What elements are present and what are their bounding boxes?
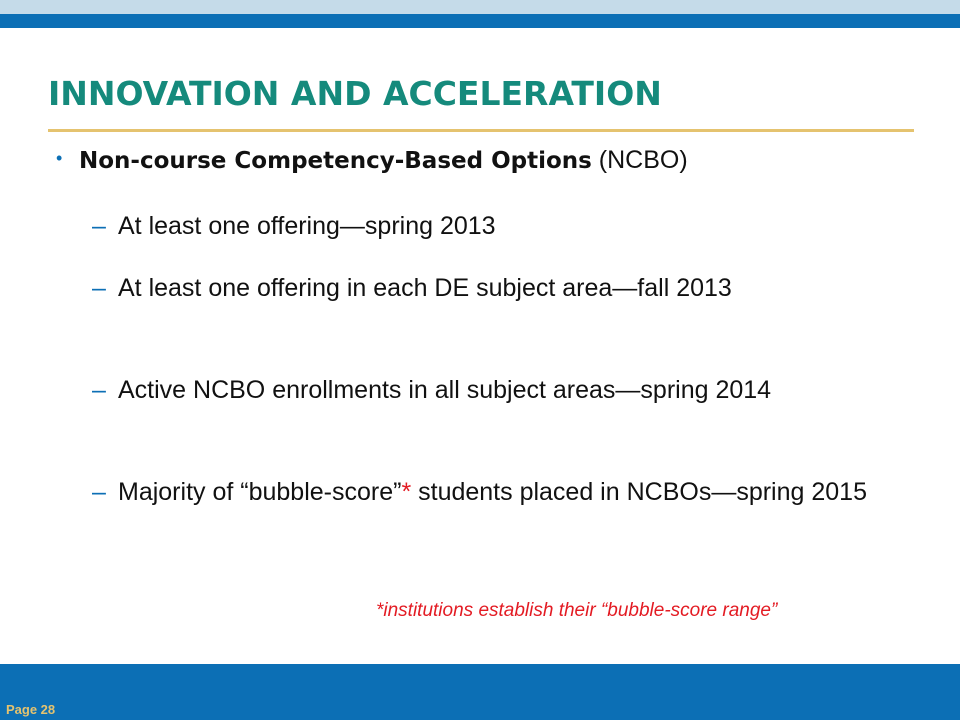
main-bullet-normal: (NCBO) — [591, 146, 688, 174]
sub-bullet-text — [118, 475, 878, 510]
bottom-band — [0, 664, 960, 720]
sub-bullet-text: At least one offering—spring 2013 — [118, 212, 496, 240]
top-band-light — [0, 0, 960, 14]
main-bullet-bold: Non-course Competency-Based Options — [79, 148, 592, 174]
top-band-dark — [0, 14, 960, 28]
dash-icon: – — [92, 376, 106, 404]
bullet-dot-icon: • — [56, 148, 63, 168]
title-divider — [48, 129, 914, 132]
dash-icon: – — [92, 212, 106, 240]
page-number: Page 28 — [6, 702, 56, 717]
sub-bullet-before-star: Majority of “bubble-score” — [118, 478, 402, 506]
sub-bullet-after-star: students placed in NCBOs—spring 2015 — [411, 478, 867, 506]
sub-bullet-text: At least one offering in each DE subject area—fall 2013 — [118, 274, 732, 302]
dash-icon: – — [92, 274, 106, 302]
main-bullet — [79, 146, 688, 175]
footnote-star: * — [401, 478, 412, 506]
slide-title: INNOVATION AND ACCELERATION — [48, 74, 662, 113]
footnote: *institutions establish their “bubble-score range” — [376, 600, 778, 621]
sub-bullet-text: Active NCBO enrollments in all subject areas—spring 2014 — [118, 376, 772, 404]
dash-icon: – — [92, 478, 106, 506]
